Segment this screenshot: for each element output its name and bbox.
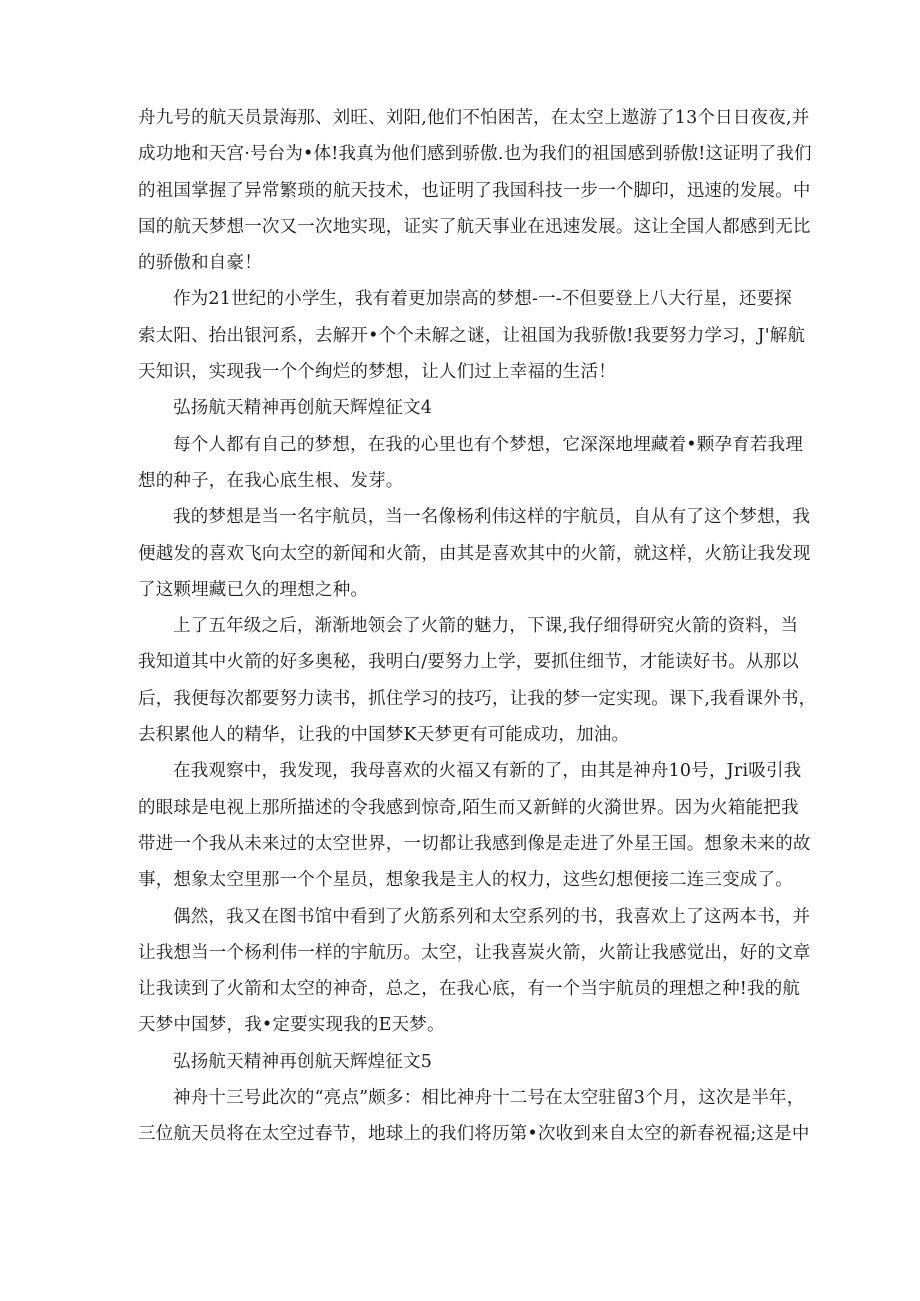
text-line: 天梦中国梦，我•定要实现我的E天梦。: [138, 1015, 445, 1036]
text-line: 偶然，我又在图书馆中看到了火筋系列和太空系列的书，我喜欢上了这两本书，并: [173, 906, 811, 927]
text-line: 后，我便每次都要努力读书，抓住学习的技巧，让我的梦一定实现。课下,我看课外书，: [138, 688, 817, 709]
text-line: 成功地和天宫·号台为•体!我真为他们感到骄傲.也为我们的祖国感到骄傲!这证明了我们: [138, 144, 812, 165]
text-line: 国的航天梦想一次又一次地实现，证实了航天事业在迅速发展。这让全国人都感到无比: [138, 216, 811, 237]
text-line: 我的梦想是当一名宇航员，当一名像杨利伟这样的宇航员，自从有了这个梦想，我: [173, 507, 811, 528]
text-line: 舟九号的航天员景海那、刘旺、刘阳,他们不怕困苦，在太空上遨游了13个日日夜夜,并: [138, 108, 810, 128]
text-line: 的眼球是电视上那所描述的令我感到惊奇,陌生而又新鲜的火漪世界。因为火箱能把我: [138, 797, 799, 818]
text-line: 天知识，实现我一个个绚烂的梦想，让人们过上幸福的生活！: [138, 362, 616, 383]
text-line: 在我观察中，我发现，我母喜欢的火福又有新的了，由其是神舟10号，Jri吸引我: [173, 761, 802, 782]
text-line: 神舟十三号此次的“亮点”颇多：相比神舟十二号在太空驻留3个月，这次是半年，: [173, 1088, 805, 1109]
document-body: [138, 100, 817, 1153]
text-line: 作为21世纪的小学生，我有着更加崇高的梦想-一-不但要登上八大行星，还要探: [173, 289, 792, 310]
text-line: 了这颗埋藏已久的理想之种。: [138, 579, 369, 600]
text-line: 弘扬航天精神再创航天辉煌征文5: [173, 1051, 433, 1072]
text-line: 让我读到了火箭和太空的神奇，总之，在我心底，有一个当宇航员的理想之种!我的航: [138, 979, 801, 1000]
text-line: 我知道其中火箭的好多奥秘，我明白/要努力上学，要抓住细节，才能读好书。从那以: [138, 652, 799, 673]
text-line: 去积累他人的精华，让我的中国梦K天梦更有可能成功，加油。: [138, 725, 630, 746]
text-line: 事，想象太空里那一个个星员，想象我是主人的权力，这些幻想便接二连三变成了。: [138, 870, 793, 891]
text-line: 索太阳、抬出银河系，去解开•个个未解之谜，让祖国为我骄傲!我要努力学习，J'解航: [138, 325, 806, 346]
text-line: 的祖国掌握了异常繁琐的航天技术，也证明了我国科技一步一个脚印，迅速的发展。中: [138, 180, 811, 201]
text-line: 每个人都有自己的梦想，在我的心里也有个梦想，它深深地埋藏着•颗孕育若我理: [173, 434, 804, 455]
text-line: 带进一个我从未来过的太空世界，一切都让我感到像是走进了外星王国。想象未来的故: [138, 833, 811, 854]
text-line: 便越发的喜欢飞向太空的新闻和火箭，由其是喜欢其中的火箭，就这样，火筋让我发现: [138, 543, 811, 564]
text-line: 三位航天员将在太空过春节，地球上的我们将历第•次收到来自太空的新春祝福;这是中: [138, 1124, 810, 1145]
text-line: 上了五年级之后，渐渐地领会了火箭的魅力，下课,我仔细得研究火箭的资料，当: [173, 616, 799, 637]
text-line: 让我想当一个杨利伟一样的宇航历。太空，让我喜炭火箭，火箭让我感觉出，好的文章: [138, 942, 811, 963]
text-line: 的骄傲和自豪！: [138, 253, 262, 274]
text-line: 想的种子，在我心底生根、发芽。: [138, 470, 404, 491]
text-line: 弘扬航天精神再创航天辉煌征文4: [173, 398, 433, 419]
